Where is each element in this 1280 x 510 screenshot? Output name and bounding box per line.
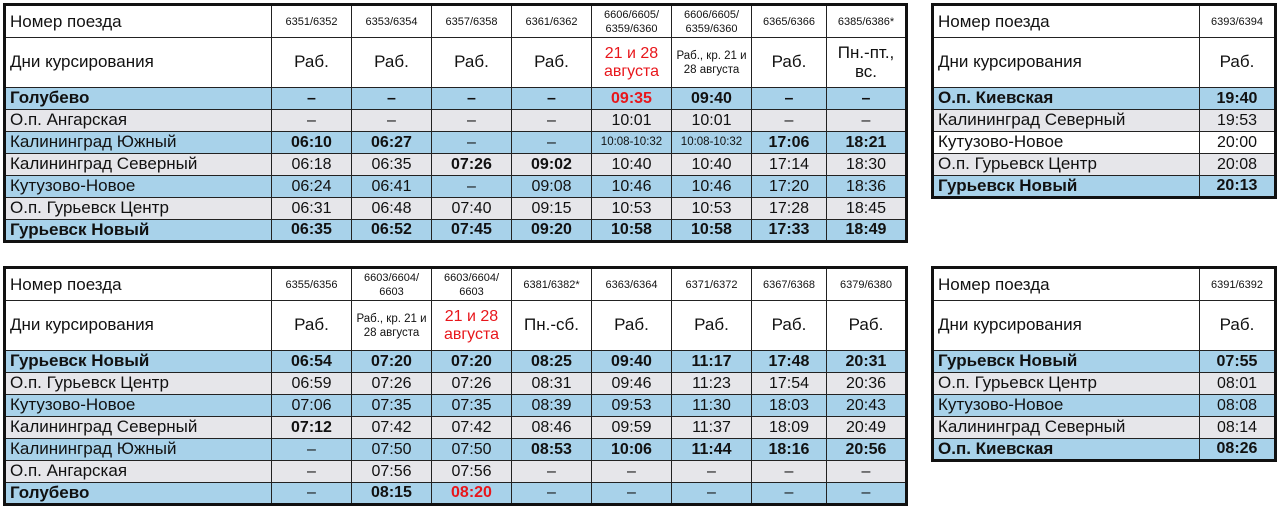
table-row bbox=[5, 373, 907, 395]
time-cell: 10:01 bbox=[592, 110, 672, 132]
time-cell: 06:31 bbox=[272, 198, 352, 220]
table-row bbox=[933, 395, 1276, 417]
station-name: Гурьевск Новый bbox=[5, 220, 272, 242]
timetable-kievskaya-guryevsk bbox=[931, 3, 1277, 199]
running-days: Раб. bbox=[827, 301, 907, 351]
time-cell: 08:26 bbox=[1200, 439, 1276, 461]
time-cell: 07:35 bbox=[432, 395, 512, 417]
time-cell: 07:42 bbox=[352, 417, 432, 439]
table-row bbox=[5, 351, 907, 373]
time-cell: 11:23 bbox=[672, 373, 752, 395]
time-cell: 07:45 bbox=[432, 220, 512, 242]
train-number-row bbox=[5, 268, 907, 301]
time-cell: – bbox=[752, 110, 827, 132]
time-cell: 07:42 bbox=[432, 417, 512, 439]
table-row bbox=[933, 351, 1276, 373]
time-cell: 08:20 bbox=[432, 483, 512, 505]
time-cell: – bbox=[592, 483, 672, 505]
time-cell: 10:58 bbox=[672, 220, 752, 242]
station-name: Калининград Северный bbox=[933, 417, 1200, 439]
table-row bbox=[5, 483, 907, 505]
train-number: 6393/6394 bbox=[1200, 5, 1276, 38]
time-cell: 17:28 bbox=[752, 198, 827, 220]
station-name: О.п. Гурьевск Центр bbox=[5, 198, 272, 220]
time-cell: – bbox=[272, 110, 352, 132]
train-number-label: Номер поезда bbox=[933, 268, 1200, 301]
train-number: 6381/6382* bbox=[512, 268, 592, 301]
station-name: О.п. Киевская bbox=[933, 88, 1200, 110]
time-cell: 20:49 bbox=[827, 417, 907, 439]
time-cell: 09:20 bbox=[512, 220, 592, 242]
time-cell: 20:56 bbox=[827, 439, 907, 461]
time-cell: 06:35 bbox=[352, 154, 432, 176]
time-cell: 11:30 bbox=[672, 395, 752, 417]
train-number: 6603/6604/ 6603 bbox=[352, 268, 432, 301]
time-cell: 09:53 bbox=[592, 395, 672, 417]
station-name: Голубево bbox=[5, 483, 272, 505]
time-cell: 10:53 bbox=[672, 198, 752, 220]
station-name: О.п. Ангарская bbox=[5, 461, 272, 483]
table-row bbox=[933, 154, 1276, 176]
time-cell: 08:25 bbox=[512, 351, 592, 373]
time-cell: 20:13 bbox=[1200, 176, 1276, 198]
station-name: О.п. Гурьевск Центр bbox=[933, 154, 1200, 176]
running-days-label: Дни курсирования bbox=[5, 301, 272, 351]
time-cell: 07:56 bbox=[432, 461, 512, 483]
time-cell: – bbox=[272, 483, 352, 505]
table-row bbox=[933, 132, 1276, 154]
time-cell: – bbox=[272, 461, 352, 483]
time-cell: 07:50 bbox=[352, 439, 432, 461]
time-cell: 08:46 bbox=[512, 417, 592, 439]
running-days: Раб., кр. 21 и 28 августа bbox=[672, 38, 752, 88]
train-number: 6357/6358 bbox=[432, 5, 512, 38]
time-cell: 18:09 bbox=[752, 417, 827, 439]
time-cell: – bbox=[752, 461, 827, 483]
time-cell: – bbox=[512, 88, 592, 110]
train-number-label: Номер поезда bbox=[5, 268, 272, 301]
time-cell: 06:48 bbox=[352, 198, 432, 220]
time-cell: – bbox=[672, 461, 752, 483]
time-cell: 06:59 bbox=[272, 373, 352, 395]
timetable-golubevo-guryevsk bbox=[3, 3, 908, 243]
time-cell: 07:50 bbox=[432, 439, 512, 461]
time-cell: 17:33 bbox=[752, 220, 827, 242]
time-cell: – bbox=[672, 483, 752, 505]
time-cell: 07:55 bbox=[1200, 351, 1276, 373]
station-name: Голубево bbox=[5, 88, 272, 110]
time-cell: 07:26 bbox=[432, 154, 512, 176]
train-number: 6391/6392 bbox=[1200, 268, 1276, 301]
station-name: Калининград Северный bbox=[5, 154, 272, 176]
table-row bbox=[5, 461, 907, 483]
time-cell: 07:40 bbox=[432, 198, 512, 220]
running-days-row bbox=[5, 301, 907, 351]
table-row bbox=[5, 198, 907, 220]
running-days: Раб. bbox=[1200, 301, 1276, 351]
timetable-guryevsk-kievskaya bbox=[931, 266, 1277, 462]
running-days-row bbox=[5, 38, 907, 88]
running-days: Раб. bbox=[592, 301, 672, 351]
time-cell: – bbox=[592, 461, 672, 483]
train-number-row bbox=[933, 268, 1276, 301]
station-name: Гурьевск Новый bbox=[5, 351, 272, 373]
station-name: Гурьевск Новый bbox=[933, 351, 1200, 373]
train-number-label: Номер поезда bbox=[933, 5, 1200, 38]
time-cell: 07:26 bbox=[352, 373, 432, 395]
station-name: Кутузово-Новое bbox=[5, 395, 272, 417]
running-days: Раб. bbox=[352, 38, 432, 88]
station-name: О.п. Гурьевск Центр bbox=[5, 373, 272, 395]
table-row bbox=[5, 176, 907, 198]
time-cell: – bbox=[272, 88, 352, 110]
train-number: 6385/6386* bbox=[827, 5, 907, 38]
time-cell: 17:20 bbox=[752, 176, 827, 198]
time-cell: 19:53 bbox=[1200, 110, 1276, 132]
time-cell: 07:06 bbox=[272, 395, 352, 417]
time-cell: 06:27 bbox=[352, 132, 432, 154]
running-days: 21 и 28 августа bbox=[592, 38, 672, 88]
time-cell: 11:17 bbox=[672, 351, 752, 373]
time-cell: 07:20 bbox=[432, 351, 512, 373]
table-row bbox=[933, 439, 1276, 461]
time-cell: 06:24 bbox=[272, 176, 352, 198]
time-cell: – bbox=[752, 483, 827, 505]
time-cell: 20:43 bbox=[827, 395, 907, 417]
time-cell: 07:20 bbox=[352, 351, 432, 373]
time-cell: – bbox=[432, 110, 512, 132]
time-cell: 09:40 bbox=[672, 88, 752, 110]
running-days: 21 и 28 августа bbox=[432, 301, 512, 351]
running-days-label: Дни курсирования bbox=[933, 301, 1200, 351]
time-cell: 18:45 bbox=[827, 198, 907, 220]
train-number: 6355/6356 bbox=[272, 268, 352, 301]
station-name: О.п. Ангарская bbox=[5, 110, 272, 132]
train-number: 6606/6605/ 6359/6360 bbox=[672, 5, 752, 38]
time-cell: 10:08-10:32 bbox=[592, 132, 672, 154]
time-cell: 10:40 bbox=[672, 154, 752, 176]
station-name: О.п. Гурьевск Центр bbox=[933, 373, 1200, 395]
running-days: Раб. bbox=[752, 301, 827, 351]
time-cell: 17:14 bbox=[752, 154, 827, 176]
time-cell: 08:14 bbox=[1200, 417, 1276, 439]
table-row bbox=[5, 439, 907, 461]
time-cell: 08:08 bbox=[1200, 395, 1276, 417]
table-row bbox=[5, 417, 907, 439]
time-cell: 09:08 bbox=[512, 176, 592, 198]
table-row bbox=[5, 132, 907, 154]
time-cell: 17:48 bbox=[752, 351, 827, 373]
time-cell: – bbox=[512, 483, 592, 505]
running-days-label: Дни курсирования bbox=[5, 38, 272, 88]
time-cell: – bbox=[352, 88, 432, 110]
table-row bbox=[5, 88, 907, 110]
time-cell: 08:01 bbox=[1200, 373, 1276, 395]
time-cell: 09:35 bbox=[592, 88, 672, 110]
time-cell: 07:26 bbox=[432, 373, 512, 395]
time-cell: 18:03 bbox=[752, 395, 827, 417]
train-number-label: Номер поезда bbox=[5, 5, 272, 38]
station-name: Кутузово-Новое bbox=[933, 132, 1200, 154]
station-name: Кутузово-Новое bbox=[5, 176, 272, 198]
time-cell: 10:08-10:32 bbox=[672, 132, 752, 154]
running-days: Раб. bbox=[1200, 38, 1276, 88]
time-cell: – bbox=[352, 110, 432, 132]
time-cell: 06:41 bbox=[352, 176, 432, 198]
train-number: 6379/6380 bbox=[827, 268, 907, 301]
time-cell: 07:56 bbox=[352, 461, 432, 483]
running-days: Раб., кр. 21 и 28 августа bbox=[352, 301, 432, 351]
station-name: Калининград Южный bbox=[5, 439, 272, 461]
time-cell: 08:39 bbox=[512, 395, 592, 417]
time-cell: 10:01 bbox=[672, 110, 752, 132]
train-number: 6371/6372 bbox=[672, 268, 752, 301]
time-cell: 10:46 bbox=[592, 176, 672, 198]
running-days-row bbox=[933, 38, 1276, 88]
time-cell: 06:54 bbox=[272, 351, 352, 373]
time-cell: 18:30 bbox=[827, 154, 907, 176]
table-row bbox=[933, 373, 1276, 395]
table-row bbox=[5, 220, 907, 242]
time-cell: 06:35 bbox=[272, 220, 352, 242]
station-name: О.п. Киевская bbox=[933, 439, 1200, 461]
time-cell: 09:59 bbox=[592, 417, 672, 439]
time-cell: 20:08 bbox=[1200, 154, 1276, 176]
time-cell: – bbox=[827, 110, 907, 132]
time-cell: 10:40 bbox=[592, 154, 672, 176]
time-cell: 10:58 bbox=[592, 220, 672, 242]
time-cell: 19:40 bbox=[1200, 88, 1276, 110]
time-cell: 07:12 bbox=[272, 417, 352, 439]
time-cell: 10:46 bbox=[672, 176, 752, 198]
table-row bbox=[5, 110, 907, 132]
train-number-row bbox=[933, 5, 1276, 38]
time-cell: – bbox=[272, 439, 352, 461]
time-cell: 09:02 bbox=[512, 154, 592, 176]
station-name: Гурьевск Новый bbox=[933, 176, 1200, 198]
time-cell: 06:18 bbox=[272, 154, 352, 176]
time-cell: 11:44 bbox=[672, 439, 752, 461]
time-cell: 17:54 bbox=[752, 373, 827, 395]
time-cell: – bbox=[512, 110, 592, 132]
time-cell: – bbox=[827, 461, 907, 483]
table-row bbox=[933, 176, 1276, 198]
time-cell: 08:31 bbox=[512, 373, 592, 395]
timetable-guryevsk-golubevo bbox=[3, 266, 908, 506]
time-cell: – bbox=[752, 88, 827, 110]
station-name: Калининград Южный bbox=[5, 132, 272, 154]
time-cell: – bbox=[827, 88, 907, 110]
running-days: Раб. bbox=[752, 38, 827, 88]
time-cell: 17:06 bbox=[752, 132, 827, 154]
table-row bbox=[933, 110, 1276, 132]
time-cell: 06:10 bbox=[272, 132, 352, 154]
time-cell: 10:53 bbox=[592, 198, 672, 220]
time-cell: – bbox=[432, 176, 512, 198]
time-cell: 18:21 bbox=[827, 132, 907, 154]
time-cell: 09:46 bbox=[592, 373, 672, 395]
train-number: 6351/6352 bbox=[272, 5, 352, 38]
time-cell: 08:53 bbox=[512, 439, 592, 461]
time-cell: – bbox=[432, 88, 512, 110]
time-cell: 10:06 bbox=[592, 439, 672, 461]
running-days-label: Дни курсирования bbox=[933, 38, 1200, 88]
time-cell: 20:31 bbox=[827, 351, 907, 373]
time-cell: 20:00 bbox=[1200, 132, 1276, 154]
table-row bbox=[5, 154, 907, 176]
table-row bbox=[5, 395, 907, 417]
time-cell: 09:40 bbox=[592, 351, 672, 373]
time-cell: – bbox=[827, 483, 907, 505]
running-days: Пн.-пт., вс. bbox=[827, 38, 907, 88]
station-name: Калининград Северный bbox=[933, 110, 1200, 132]
time-cell: – bbox=[512, 132, 592, 154]
running-days: Раб. bbox=[432, 38, 512, 88]
train-number: 6361/6362 bbox=[512, 5, 592, 38]
time-cell: – bbox=[512, 461, 592, 483]
time-cell: 09:15 bbox=[512, 198, 592, 220]
time-cell: 18:36 bbox=[827, 176, 907, 198]
station-name: Калининград Северный bbox=[5, 417, 272, 439]
running-days: Раб. bbox=[272, 301, 352, 351]
train-number: 6365/6366 bbox=[752, 5, 827, 38]
train-number: 6353/6354 bbox=[352, 5, 432, 38]
train-number-row bbox=[5, 5, 907, 38]
running-days: Раб. bbox=[672, 301, 752, 351]
running-days: Раб. bbox=[512, 38, 592, 88]
running-days: Раб. bbox=[272, 38, 352, 88]
train-number: 6603/6604/ 6603 bbox=[432, 268, 512, 301]
running-days: Пн.-сб. bbox=[512, 301, 592, 351]
train-number: 6606/6605/ 6359/6360 bbox=[592, 5, 672, 38]
train-number: 6363/6364 bbox=[592, 268, 672, 301]
time-cell: 18:49 bbox=[827, 220, 907, 242]
train-number: 6367/6368 bbox=[752, 268, 827, 301]
table-row bbox=[933, 417, 1276, 439]
time-cell: – bbox=[432, 132, 512, 154]
time-cell: 08:15 bbox=[352, 483, 432, 505]
station-name: Кутузово-Новое bbox=[933, 395, 1200, 417]
time-cell: 18:16 bbox=[752, 439, 827, 461]
time-cell: 06:52 bbox=[352, 220, 432, 242]
table-row bbox=[933, 88, 1276, 110]
time-cell: 11:37 bbox=[672, 417, 752, 439]
running-days-row bbox=[933, 301, 1276, 351]
time-cell: 20:36 bbox=[827, 373, 907, 395]
time-cell: 07:35 bbox=[352, 395, 432, 417]
